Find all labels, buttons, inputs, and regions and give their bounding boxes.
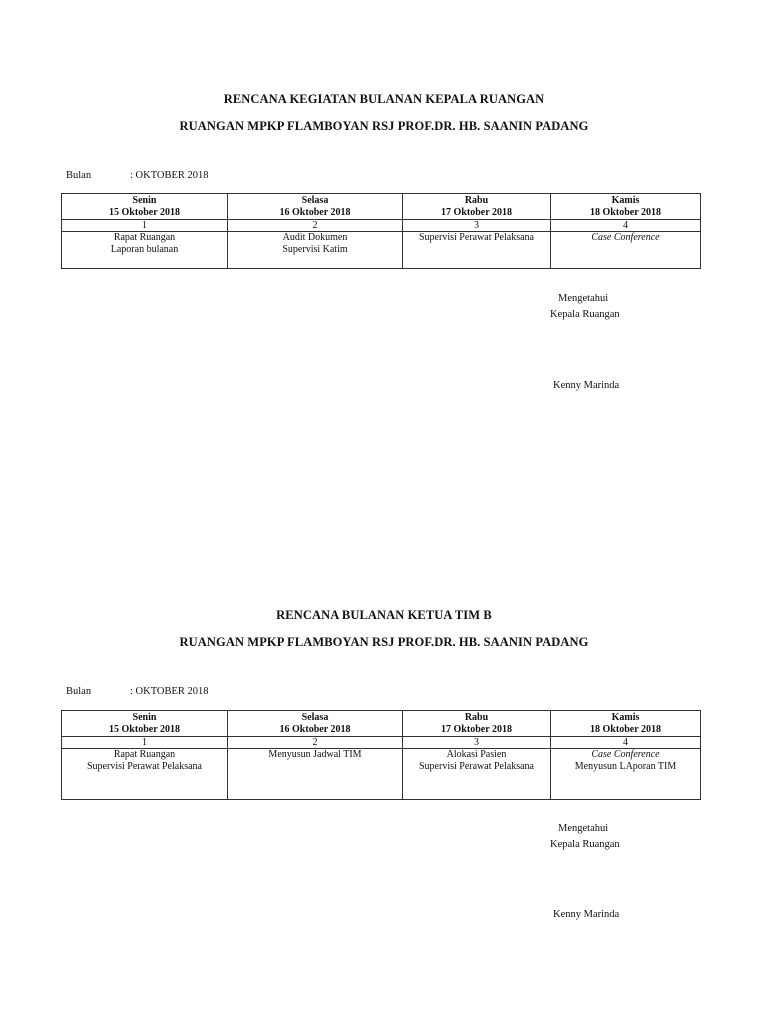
number-cell: 3 [403,220,551,232]
day-name: Senin [132,712,157,723]
day-date: 16 Oktober 2018 [279,724,351,735]
schedule-table [61,710,701,800]
day-name: Kamis [611,195,640,206]
number-cell: 2 [228,220,403,232]
table-number-row [62,220,701,232]
day-date: 15 Oktober 2018 [109,207,180,218]
month-line [66,686,209,697]
day-date: 17 Oktober 2018 [441,207,512,218]
header-cell [403,194,551,220]
activity-line: Case Conference [591,749,660,760]
activity-cell [228,232,403,269]
day-name: Selasa [301,712,329,723]
table-header-row [62,194,701,220]
month-value: : OKTOBER 2018 [130,686,209,697]
activity-line: Rapat Ruangan [113,749,176,760]
header-cell [551,711,701,737]
activity-line: Menyusun LAporan TIM [574,761,677,772]
table-activity-row [62,232,701,269]
activity-cell [551,749,701,800]
activity-line: Case Conference [591,232,660,243]
table-number-row [62,737,701,749]
header-cell [403,711,551,737]
activity-line: Supervisi Perawat Pelaksana [419,232,534,243]
number-cell: 3 [403,737,551,749]
activity-cell [403,232,551,269]
activity-line: Rapat Ruangan [113,232,176,243]
header-cell [228,711,403,737]
activity-line: Laporan bulanan [110,244,179,255]
month-label: Bulan [66,686,92,697]
number-cell: 4 [551,737,701,749]
day-date: 18 Oktober 2018 [590,724,661,735]
activity-line: Audit Dokumen [282,232,348,243]
sign-mengetahui: Mengetahui [558,823,609,834]
table-activity-row [62,749,701,800]
month-value: : OKTOBER 2018 [130,170,209,181]
day-date: 18 Oktober 2018 [590,207,661,218]
activity-cell [228,749,403,800]
month-line [66,170,209,181]
activity-cell [62,749,228,800]
sign-mengetahui: Mengetahui [558,293,609,304]
activity-line: Alokasi Pasien [446,749,507,760]
header-cell [551,194,701,220]
day-name: Rabu [464,195,489,206]
day-name: Senin [132,195,157,206]
header-cell [228,194,403,220]
number-cell: 2 [228,737,403,749]
activity-cell [62,232,228,269]
sign-name: Kenny Marinda [553,909,620,920]
number-cell: 4 [551,220,701,232]
month-label: Bulan [66,170,92,181]
number-cell: 1 [62,737,228,749]
activity-line: Menyusun Jadwal TIM [268,749,362,760]
section-subtitle: RUANGAN MPKP FLAMBOYAN RSJ PROF.DR. HB. SAANIN PADANG [179,635,589,649]
activity-line: Supervisi Perawat Pelaksana [87,761,202,772]
sign-role: Kepala Ruangan [550,309,620,320]
number-cell: 1 [62,220,228,232]
day-name: Kamis [611,712,640,723]
sign-role: Kepala Ruangan [550,839,620,850]
sign-name: Kenny Marinda [553,380,620,391]
day-date: 16 Oktober 2018 [279,207,351,218]
activity-line: Supervisi Perawat Pelaksana [419,761,534,772]
activity-cell [551,232,701,269]
activity-line: Supervisi Katim [282,244,348,255]
day-name: Selasa [301,195,329,206]
day-name: Rabu [464,712,489,723]
header-cell [62,194,228,220]
activity-cell [403,749,551,800]
header-cell [62,711,228,737]
section-subtitle: RUANGAN MPKP FLAMBOYAN RSJ PROF.DR. HB. SAANIN PADANG [179,119,589,133]
section-title: RENCANA KEGIATAN BULANAN KEPALA RUANGAN [223,92,545,106]
section-title: RENCANA BULANAN KETUA TIM B [276,608,492,622]
day-date: 15 Oktober 2018 [109,724,180,735]
table-header-row [62,711,701,737]
schedule-table [61,193,701,269]
day-date: 17 Oktober 2018 [441,724,512,735]
